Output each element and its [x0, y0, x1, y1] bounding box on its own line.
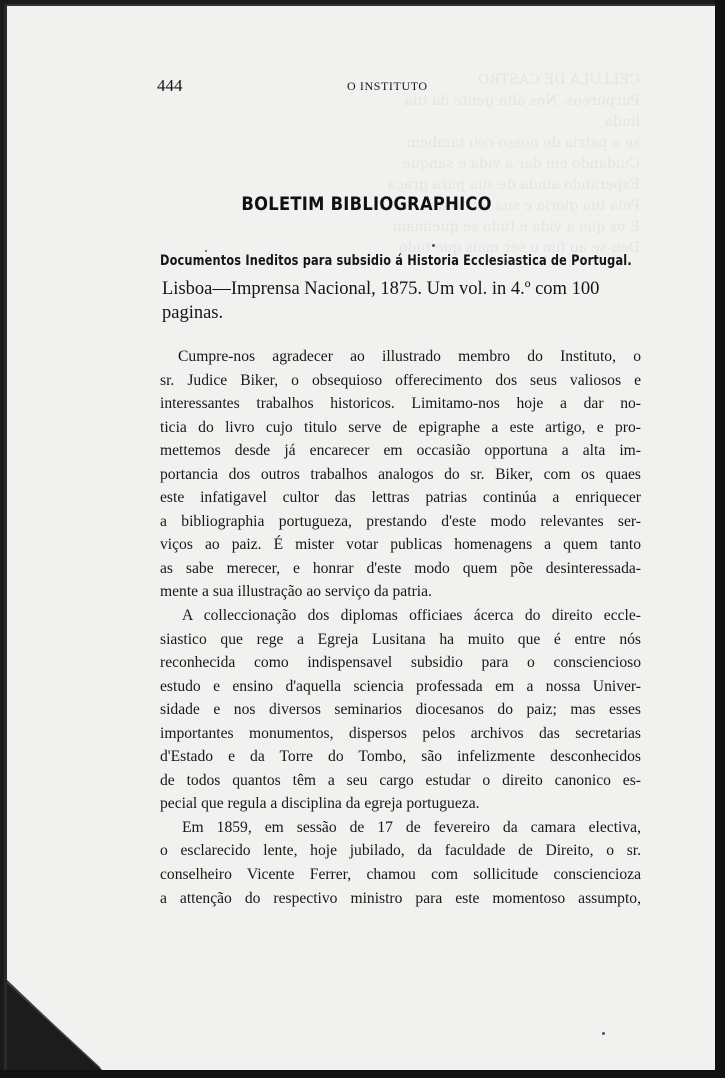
text-line: A colleccionação dos diplomas officiaes ácerca do direito eccle- [182, 607, 641, 625]
paper-speck [602, 1032, 605, 1035]
running-head-title: O INSTITUTO [347, 79, 428, 93]
paper-speck [205, 250, 207, 252]
text-line: sidade e nos diversos seminarios diocesanos do paiz; mas esses [160, 701, 641, 719]
scan-border-right [715, 0, 725, 1078]
text-line: conselheiro Vicente Ferrer, chamou com sollicitude consciencioza [160, 866, 641, 884]
running-header [157, 76, 637, 96]
entry-publication-line: Lisboa—Imprensa Nacional, 1875. Um vol. in 4.º com 100 [162, 279, 600, 299]
text-line: as sabe merecer, e honrar d'este modo quem põe desinteressada- [160, 559, 641, 577]
entry-title: Documentos Ineditos para subsidio á Historia Ecclesiastica de Portugal. [160, 253, 632, 269]
text-line: mettemos desde já encarecer em occasião opportuna a alta im- [160, 442, 641, 460]
text-line: pecial que regula a disciplina da egreja portugueza. [160, 795, 480, 813]
text-line: de todos quantos têm a seu cargo estudar o direito canonico es- [160, 771, 641, 789]
entry-pages-line: paginas. [162, 303, 224, 323]
text-line: viços ao paiz. É mister votar publicas homenagens a quem tanto [160, 536, 641, 554]
folded-corner [7, 960, 117, 1070]
text-line: siastico que rege a Egreja Lusitana ha muito que é entre nós [160, 630, 641, 648]
text-line: d'Estado e da Torre do Tombo, são infelizmente desconhecidos [160, 748, 641, 766]
text-line: o esclarecido lente, hoje jubilado, da faculdade de Direito, o sr. [160, 842, 641, 860]
section-title: BOLETIM BIBLIOGRAPHICO [241, 193, 492, 215]
text-line: a bibliographia portugueza, prestando d'este modo relevantes ser- [160, 512, 641, 530]
page-number: 444 [157, 76, 183, 95]
text-line: interessantes trabalhos historicos. Limitamo-nos hoje a dar no- [160, 395, 641, 413]
text-line: estudo e ensino d'aquella sciencia professada em a nossa Univer- [160, 677, 641, 695]
bibliographic-entry [160, 253, 640, 325]
text-line: importantes monumentos, dispersos pelos archivos das secretarias [160, 724, 641, 742]
scan-border-bottom [0, 1070, 725, 1078]
text-line: a attenção do respectivo ministro para este momentoso assumpto, [160, 889, 641, 907]
text-line: sr. Judice Biker, o obsequioso offerecimento dos seus valiosos e [160, 371, 641, 389]
text-line: ticia do livro cujo titulo serve de epigraphe a este artigo, e pro- [160, 418, 641, 436]
text-line: portancia dos outros trabalhos analogos do sr. Biker, com os quaes [160, 465, 641, 483]
text-line: este infatigavel cultor das lettras patrias continúa a enriquecer [160, 489, 641, 507]
text-line: reconhecida como indispensavel subsidio para o consciencioso [160, 654, 641, 672]
text-line: Cumpre-nos agradecer ao illustrado membro do Instituto, o [178, 348, 641, 365]
text-line: Em 1859, em sessão de 17 de fevereiro da camara electiva, [182, 818, 641, 836]
paper-speck [432, 244, 435, 247]
article-body [160, 345, 641, 910]
text-line: mente a sua illustração ao serviço da patria. [160, 583, 432, 601]
